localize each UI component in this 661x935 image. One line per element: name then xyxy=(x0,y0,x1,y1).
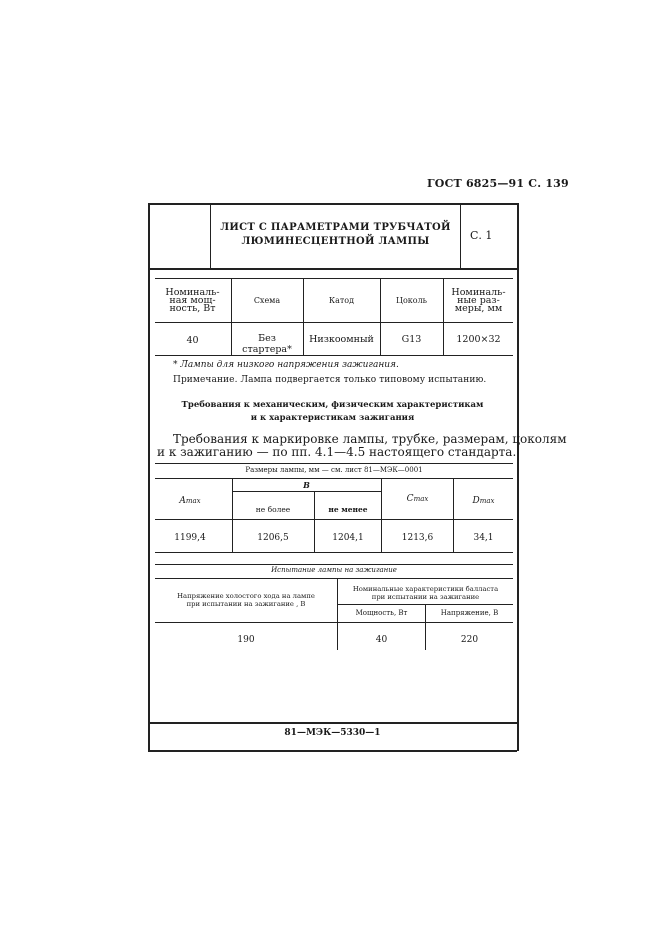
col-power-line2: ная мощ- xyxy=(169,295,216,306)
dims-a-header xyxy=(155,496,225,506)
col-dims-line3: меры, мм xyxy=(454,303,503,314)
param-cathode-value: Низкоомный xyxy=(309,334,374,345)
col-power-line3: ность, Вт xyxy=(169,303,216,314)
ignition-voltage-header xyxy=(155,592,337,608)
paragraph-line1: Требования к маркировке лампы, трубке, размерам, цоколям xyxy=(173,432,567,446)
ignition-ballast-header-line1: Номинальные характеристики балласта xyxy=(352,585,499,593)
header-bottom-rule xyxy=(148,268,517,270)
params-mid-rule xyxy=(155,322,513,323)
header-left-cell xyxy=(148,203,211,268)
dims-caption-rule xyxy=(155,478,513,479)
ignition-voltage-header-line1: Напряжение холостого хода на лампе xyxy=(177,592,315,600)
dims-c-label: C xyxy=(406,494,414,504)
dims-bottom-rule xyxy=(155,552,513,553)
param-base-value: G13 xyxy=(401,334,422,345)
dims-c-header xyxy=(382,494,453,504)
ignition-voltage-value: 220 xyxy=(460,635,479,645)
ignition-open-voltage-value: 190 xyxy=(237,635,255,645)
sheet-title-line2: ЛЮМИНЕСЦЕНТНОЙ ЛАМПЫ xyxy=(241,236,430,247)
params-bottom-rule xyxy=(155,355,513,356)
ignition-ballast-header xyxy=(338,585,513,601)
ignition-mid-rule xyxy=(155,622,513,623)
ignition-voltage-header-line2: при испытании на зажигание , В xyxy=(186,600,306,608)
dims-b-header: B xyxy=(303,480,310,490)
ignition-ballast-header-line2: при испытании на зажигание xyxy=(371,593,480,601)
ignition-caption-rule xyxy=(155,578,513,579)
ignition-ballast-subrule xyxy=(337,604,513,605)
dims-d-sub: max xyxy=(479,497,495,505)
dims-mid-rule xyxy=(155,519,513,520)
col-power-header xyxy=(155,289,230,313)
ignition-caption: Испытание лампы на зажигание xyxy=(271,566,397,574)
dims-b-subrule xyxy=(232,491,381,492)
dims-top-rule xyxy=(155,463,513,464)
param-power-value: 40 xyxy=(186,335,199,346)
dims-a-label: A xyxy=(179,496,186,506)
dims-c-value: 1213,6 xyxy=(401,533,434,543)
ignition-power-header: Мощность, Вт xyxy=(355,609,408,617)
footnote: * Лампы для низкого напряжения зажигания. xyxy=(173,360,399,370)
note: Примечание. Лампа подвергается только типовому испытанию. xyxy=(173,375,487,385)
ignition-power-value: 40 xyxy=(375,635,388,645)
dims-c-sub: max xyxy=(413,495,429,503)
sheet-title xyxy=(211,221,460,249)
col-dims-line1: Номиналь- xyxy=(451,287,506,298)
footer-sheet-code: 81—МЭК—5330—1 xyxy=(284,728,381,738)
dims-a-value: 1199,4 xyxy=(174,533,206,543)
dims-a-sub: max xyxy=(185,497,201,505)
col-scheme-header: Схема xyxy=(253,296,281,305)
col-power-line1: Номиналь- xyxy=(165,287,220,298)
dims-d-header xyxy=(454,496,513,506)
col-base-header: Цоколь xyxy=(395,296,428,305)
param-dims-value: 1200×32 xyxy=(456,334,501,345)
standard-reference: ГОСТ 6825—91 С. 139 xyxy=(427,177,569,190)
col-dims-line2: ные раз- xyxy=(457,295,500,306)
sheet-title-line1: ЛИСТ С ПАРАМЕТРАМИ ТРУБЧАТОЙ xyxy=(220,222,451,233)
sheet-number: С. 1 xyxy=(470,229,493,242)
dims-b-max-header: не более xyxy=(255,505,291,514)
section-title-line2: и к характеристикам зажигания xyxy=(250,413,415,423)
frame-bottom-rule xyxy=(148,750,517,752)
ignition-voltage-col-header: Напряжение, В xyxy=(440,609,499,617)
ignition-top-rule xyxy=(155,564,513,565)
dims-b-max-value: 1206,5 xyxy=(257,533,289,543)
sheet-frame xyxy=(148,203,519,751)
dims-b-min-value: 1204,1 xyxy=(332,533,364,543)
dims-d-value: 34,1 xyxy=(473,533,494,543)
dims-caption: Размеры лампы, мм — см. лист 81—МЭК—0001 xyxy=(245,466,423,474)
paragraph-line2: и к зажиганию — по пп. 4.1—4.5 настоящего стандарта. xyxy=(157,445,517,459)
dims-d-label: D xyxy=(472,496,480,506)
section-title-line1: Требования к механическим, физическим характеристикам xyxy=(181,400,484,410)
section-title xyxy=(150,399,515,425)
footer-rule xyxy=(148,722,517,724)
params-top-rule xyxy=(155,278,513,279)
col-cathode-header: Катод xyxy=(328,296,355,305)
col-dims-header xyxy=(444,289,513,313)
param-scheme-value: Без стартера* xyxy=(242,333,292,355)
dims-b-min-header: не менее xyxy=(328,505,368,514)
